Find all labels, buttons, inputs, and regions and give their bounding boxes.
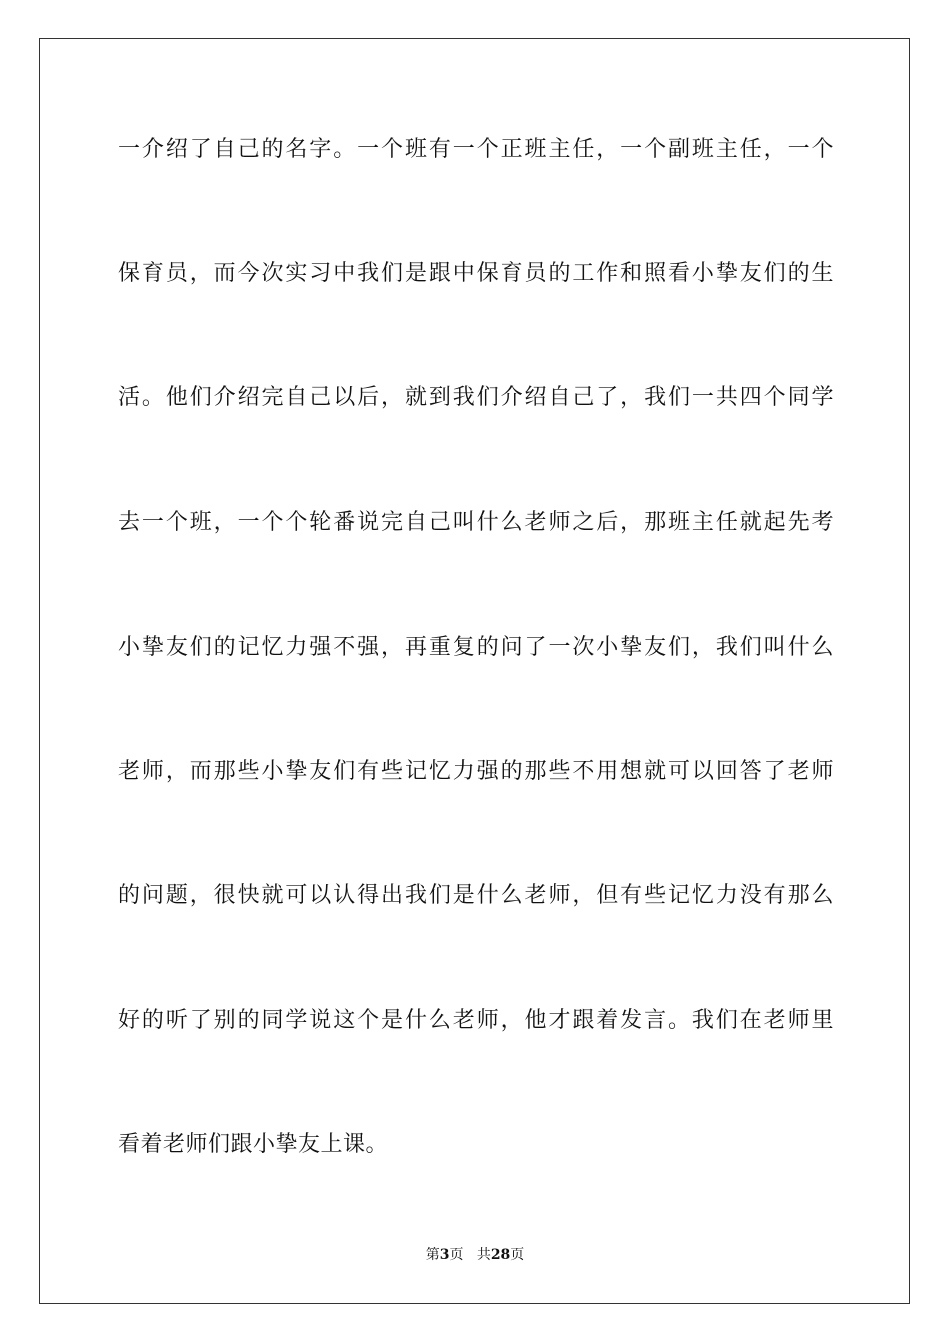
text-line-1: 一介绍了自己的名字。一个班有一个正班主任，一个副班主任，一个	[118, 137, 834, 162]
text-line-4: 去一个班，一个个轮番说完自己叫什么老师之后，那班主任就起先考	[118, 510, 834, 535]
footer-page-suffix: 页	[449, 1247, 464, 1263]
page-border	[39, 38, 910, 1304]
text-line-8: 好的听了别的同学说这个是什么老师，他才跟着发言。我们在老师里	[118, 1008, 834, 1033]
footer-total-prefix: 共	[476, 1247, 491, 1263]
text-line-9: 看着老师们跟小挚友上课。	[118, 1132, 389, 1157]
footer-page-number: 3	[439, 1247, 450, 1263]
footer-total-pages: 28	[490, 1247, 511, 1263]
page-footer	[0, 1245, 950, 1265]
footer-total-suffix: 页	[510, 1247, 525, 1263]
text-line-3: 活。他们介绍完自己以后，就到我们介绍自己了，我们一共四个同学	[118, 385, 834, 410]
text-line-6: 老师，而那些小挚友们有些记忆力强的那些不用想就可以回答了老师	[118, 759, 834, 784]
text-line-7: 的问题，很快就可以认得出我们是什么老师，但有些记忆力没有那么	[118, 883, 834, 908]
text-line-5: 小挚友们的记忆力强不强，再重复的问了一次小挚友们，我们叫什么	[118, 635, 834, 660]
text-line-2: 保育员，而今次实习中我们是跟中保育员的工作和照看小挚友们的生	[118, 261, 834, 286]
footer-page-prefix: 第	[425, 1247, 440, 1263]
